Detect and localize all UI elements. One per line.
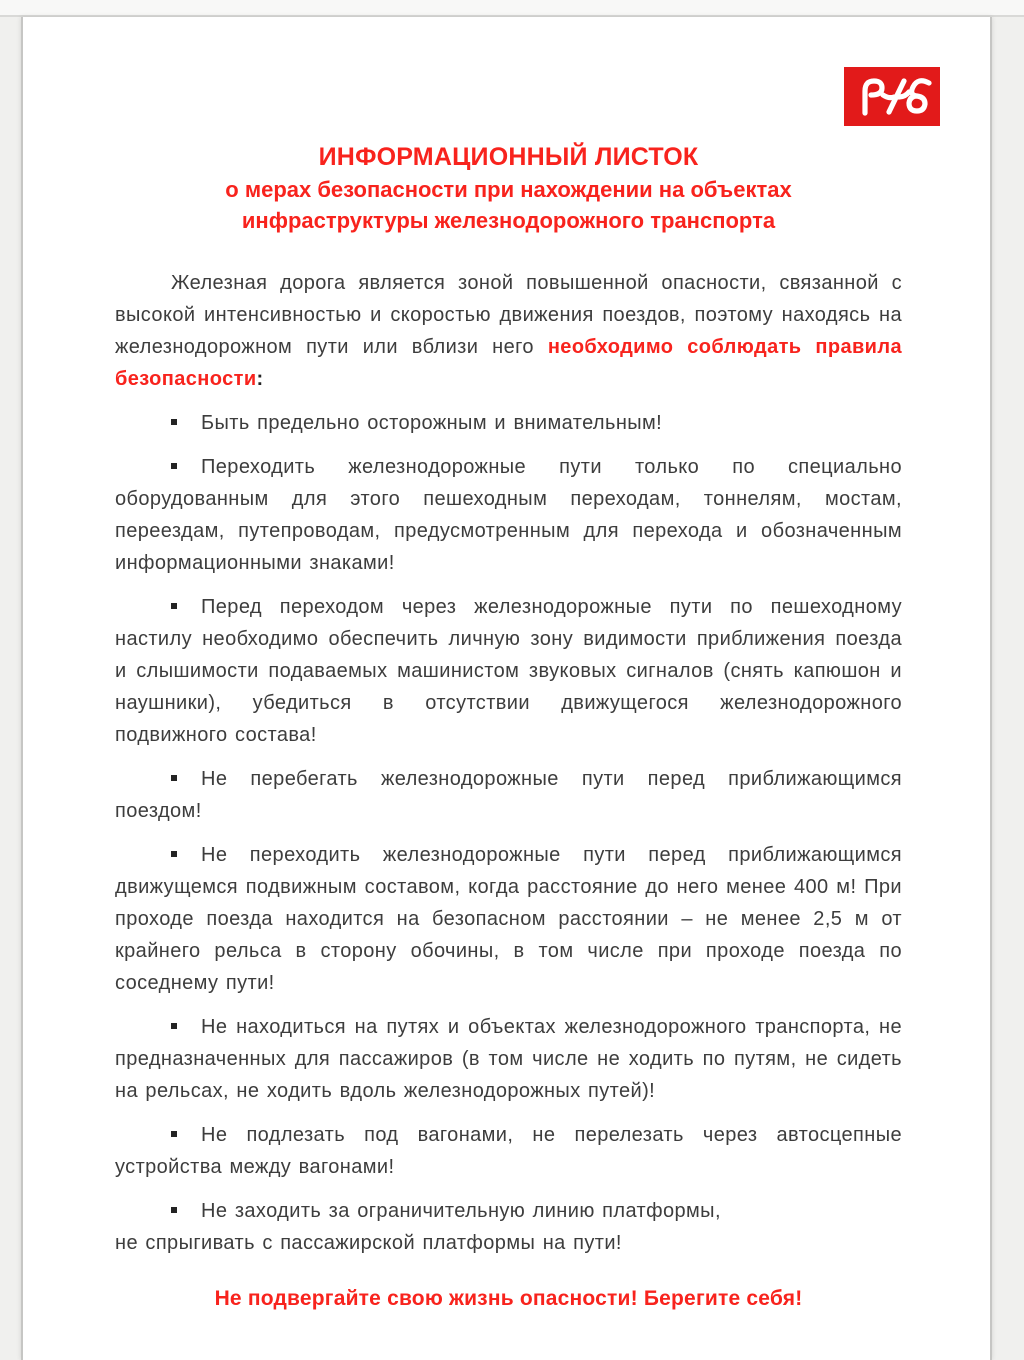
rzd-logo — [844, 67, 940, 126]
bullet-item-8 — [115, 1195, 902, 1259]
bullet-square-icon — [171, 775, 177, 781]
intro-highlight-text: необходимо соблюдать правила безопасности — [115, 336, 903, 390]
document-title: ИНФОРМАЦИОННЫЙ ЛИСТОК — [318, 143, 699, 171]
bullet-square-icon — [171, 419, 177, 425]
bullet-text: Быть предельно осторожным и внимательным! — [201, 412, 663, 434]
bullet-text: Не подлезать под вагонами, не перелезать через автосцепные устройства между вагонами! — [115, 1124, 902, 1178]
bullet-square-icon — [171, 603, 177, 609]
footer-warning: Не подвергайте свою жизнь опасности! Берегите себя! — [214, 1287, 803, 1310]
bullet-square-icon — [171, 851, 177, 857]
bullet-text-line-1: Не заходить за ограничительную линию платформы, — [201, 1200, 721, 1222]
intro-paragraph — [115, 267, 902, 395]
bullet-item-5 — [115, 839, 902, 999]
bullet-text-line-2: не спрыгивать с пассажирской платформы на пути! — [115, 1232, 622, 1254]
bullet-item-4 — [115, 763, 902, 827]
intro-text: Железная дорога является зоной повышенной опасности, связанной с высокой интенсивностью и скоростью движения поездов, поэтому находясь на железнодорожном пути или вблизи него — [115, 272, 902, 358]
bullet-text: Не переходить железнодорожные пути перед приближающимся движущемся подвижным составом, когда расстояние до него менее 400 м! При проходе поезда находится на безопасном расстоянии – не менее 2,5 м от крайнего рельса в сторону обочины, в том числе при проходе поезда по соседнему пути! — [115, 844, 902, 994]
bullet-square-icon — [171, 1207, 177, 1213]
rzd-logo-icon — [844, 67, 940, 126]
bullet-item-1 — [115, 407, 902, 439]
intro-colon: : — [256, 368, 264, 390]
bullet-square-icon — [171, 1023, 177, 1029]
document-subtitle-line-1: о мерах безопасности при нахождении на объектах — [225, 177, 792, 202]
document-content — [23, 141, 990, 1314]
document-subtitle-line-2: инфраструктуры железнодорожного транспорта — [241, 208, 776, 233]
viewer-top-strip — [0, 0, 1024, 17]
bullet-text: Перед переходом через железнодорожные пути по пешеходному настилу необходимо обеспечить личную зону видимости приближения поезда и слышимости подаваемых машинистом звуковых сигналов (снять капюшон и наушники), убедиться в отсутствии движущегося железнодорожного подвижного состава! — [115, 596, 902, 746]
bullet-item-2 — [115, 451, 902, 579]
document-page — [21, 17, 992, 1360]
bullet-square-icon — [171, 463, 177, 469]
bullet-square-icon — [171, 1131, 177, 1137]
bullet-text: Переходить железнодорожные пути только по специально оборудованным для этого пешеходным переходам, тоннелям, мостам, переездам, путепроводам, предусмотренным для перехода и обозначенным информационными знаками! — [115, 456, 902, 574]
bullet-item-3 — [115, 591, 902, 751]
bullet-text: Не перебегать железнодорожные пути перед приближающимся поездом! — [115, 768, 902, 822]
bullet-text: Не находиться на путях и объектах железнодорожного транспорта, не предназначенных для пассажиров (в том числе не ходить по путям, не сидеть на рельсах, не ходить вдоль железнодорожных путей)! — [115, 1016, 902, 1102]
bullet-item-6 — [115, 1011, 902, 1107]
bullet-item-7 — [115, 1119, 902, 1183]
